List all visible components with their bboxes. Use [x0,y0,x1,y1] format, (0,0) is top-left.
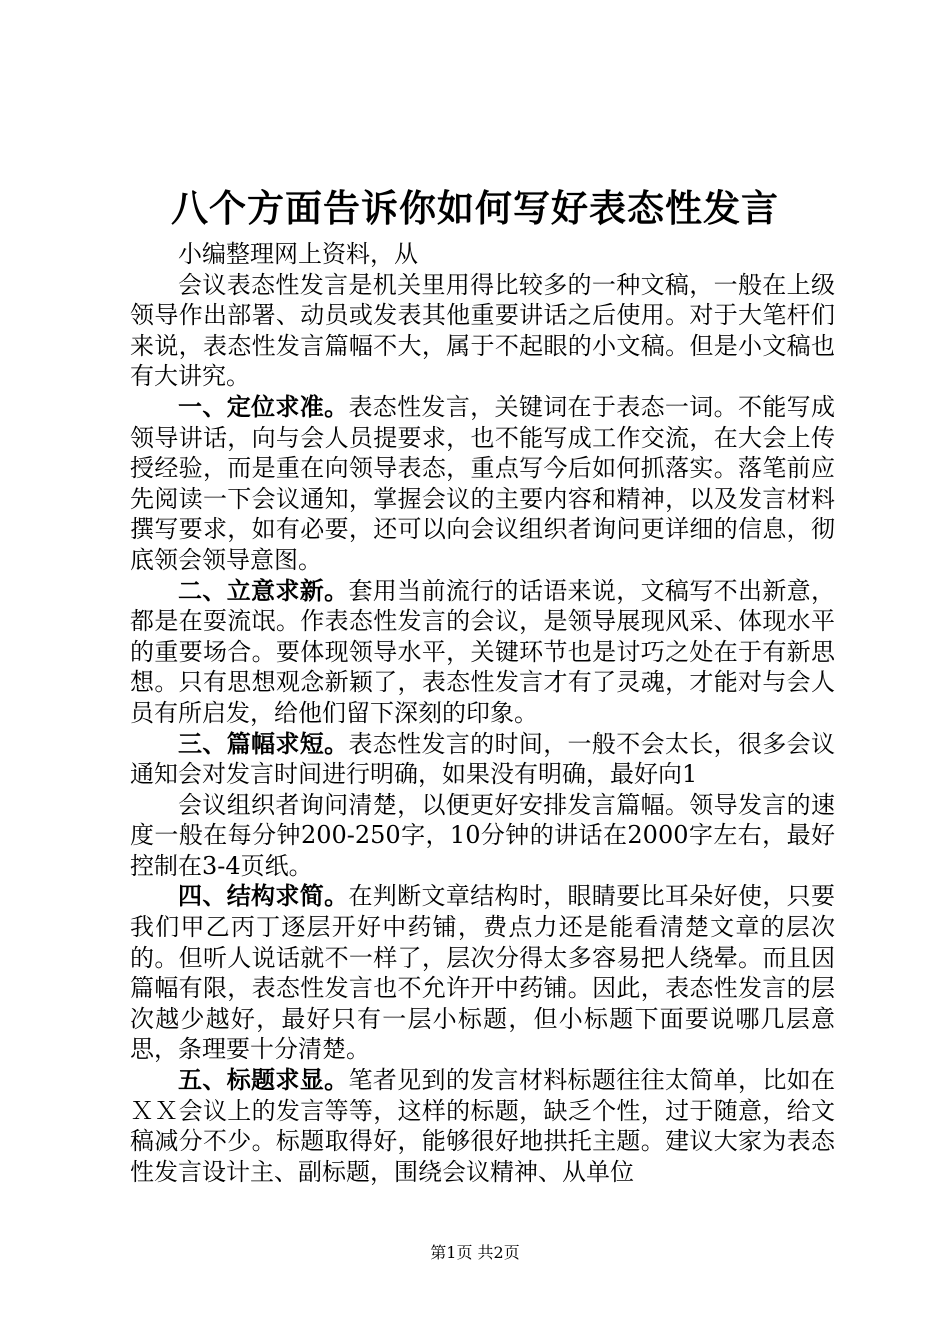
paragraph-text: 会议组织者询问清楚，以便更好安排发言篇幅。领导发言的速度一般在每分钟200-250字，10分钟的讲话在2000字左右，最好控制在3-4页纸。 [130,790,835,880]
document-title: 八个方面告诉你如何写好表态性发言 [171,186,779,230]
section-heading: 一、定位求准。 [178,391,349,421]
section-heading: 五、标题求显。 [178,1065,349,1095]
document-body [130,239,835,1187]
paragraph-overview [130,270,835,392]
paragraph-text: 会议表态性发言是机关里用得比较多的一种文稿，一般在上级领导作出部署、动员或发表其他重要讲话之后使用。对于大笔杆们来说，表态性发言篇幅不大，属于不起眼的小文稿。但是小文稿也有大讲究。 [130,270,835,391]
paragraph-section-3 [130,729,835,790]
paragraph-text: 在判断文章结构时，眼睛要比耳朵好使，只要我们甲乙丙丁逐层开好中药铺，费点力还是能看清楚文章的层次的。但听人说话就不一样了，层次分得太多容易把人绕晕。而且因篇幅有限，表态性发言也不允许开中药铺。因此，表态性发言的层次越少越好，最好只有一层小标题，但小标题下面要说哪几层意思，条理要十分清楚。 [130,882,836,1064]
paragraph-section-4 [130,881,835,1065]
paragraph-section-5 [130,1065,835,1187]
paragraph-text: 套用当前流行的话语来说，文稿写不出新意，都是在耍流氓。作表态性发言的会议，是领导展现风采、体现水平的重要场合。要体现领导水平，关键环节也是讨巧之处在于有新思想。只有思想观念新颖了，表态性发言才有了灵魂，才能对与会人员有所启发，给他们留下深刻的印象。 [130,576,836,727]
section-heading: 四、结构求简。 [178,881,349,911]
paragraph-text: 小编整理网上资料，从 [178,240,418,268]
paragraph-intro [130,239,835,270]
section-heading: 三、篇幅求短。 [178,728,349,758]
paragraph-section-2 [130,576,835,729]
paragraph-text: 表态性发言的时间，一般不会太长，很多会议通知会对发言时间进行明确，如果没有明确，最好向1 [130,729,836,789]
paragraph-section-1 [130,392,835,576]
paragraph-text: 笔者见到的发言材料标题往往太简单，比如在ＸＸ会议上的发言等等，这样的标题，缺乏个性，过于随意，给文稿减分不少。标题取得好，能够很好地拱托主题。建议大家为表态性发言设计主、副标题，围绕会议精神、从单位 [130,1066,836,1186]
section-heading: 二、立意求新。 [178,575,349,605]
paragraph-text: 表态性发言，关键词在于表态一词。不能写成领导讲话，向与会人员提要求，也不能写成工作交流，在大会上传授经验，而是重在向领导表态，重点写今后如何抓落实。落笔前应先阅读一下会议通知，掌握会议的主要内容和精神，以及发言材料撰写要求，如有必要，还可以向会议组织者询问更详细的信息，彻底领会领导意图。 [130,392,836,574]
page-number-footer: 第1页 共2页 [430,1243,520,1262]
paragraph-section-3-continued [130,790,835,882]
